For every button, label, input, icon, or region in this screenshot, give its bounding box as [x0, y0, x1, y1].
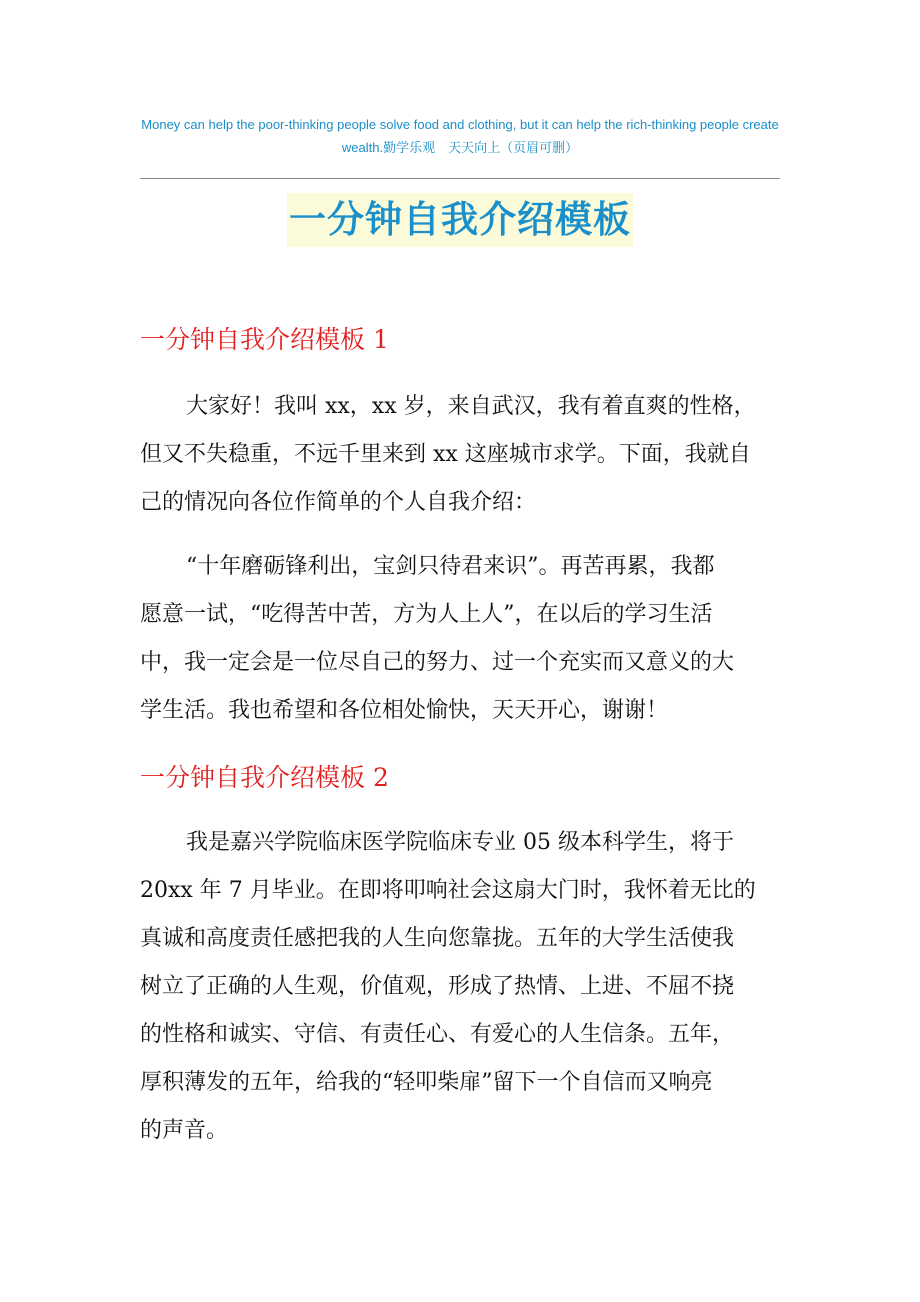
paragraph-line: 愿意一试，“吃得苦中苦，方为人上人”，在以后的学习生活 — [140, 602, 713, 627]
paragraph-line: 学生活。我也希望和各位相处愉快，天天开心，谢谢！ — [140, 698, 669, 723]
section-heading-1: 一分钟自我介绍模板 1 — [140, 325, 389, 354]
section-1-paragraph-2 — [140, 543, 780, 735]
section-heading-2: 一分钟自我介绍模板 2 — [140, 763, 389, 792]
paragraph-line: 厚积薄发的五年，给我的“轻叩柴扉”留下一个自信而又响亮 — [140, 1070, 713, 1095]
header-divider — [140, 178, 780, 179]
section-1-paragraph-1 — [140, 383, 780, 527]
header-line-1: Money can help the poor-thinking people solve food and clothing, but it can help the rich-thinking people create — [141, 117, 779, 132]
paragraph-line: 树立了正确的人生观，价值观，形成了热情、上进、不屈不挠 — [140, 974, 735, 999]
paragraph-line: 的声音。 — [140, 1118, 229, 1143]
paragraph-line: 大家好！我叫 xx，xx 岁，来自武汉，我有着直爽的性格， — [186, 394, 756, 419]
paragraph-line: 己的情况向各位作简单的个人自我介绍： — [140, 490, 537, 515]
paragraph-line: 中，我一定会是一位尽自己的努力、过一个充实而又意义的大 — [140, 650, 735, 675]
header-line-2: wealth.勤学乐观 天天向上（页眉可删） — [341, 140, 579, 155]
section-2-paragraph-1 — [140, 819, 780, 1155]
document-title: 一分钟自我介绍模板 — [287, 193, 633, 247]
paragraph-line: “十年磨砺锋利出，宝剑只待君来识”。再苦再累，我都 — [186, 554, 715, 579]
page-header — [140, 113, 780, 159]
paragraph-line: 我是嘉兴学院临床医学院临床专业 05 级本科学生，将于 — [186, 830, 734, 855]
title-container — [0, 193, 920, 247]
paragraph-line: 但又不失稳重，不远千里来到 xx 这座城市求学。下面，我就自 — [140, 442, 751, 467]
paragraph-line: 的性格和诚实、守信、有责任心、有爱心的人生信条。五年， — [140, 1022, 735, 1047]
paragraph-line: 20xx 年 7 月毕业。在即将叩响社会这扇大门时，我怀着无比的 — [140, 878, 756, 903]
paragraph-line: 真诚和高度责任感把我的人生向您靠拢。五年的大学生活使我 — [140, 926, 735, 951]
